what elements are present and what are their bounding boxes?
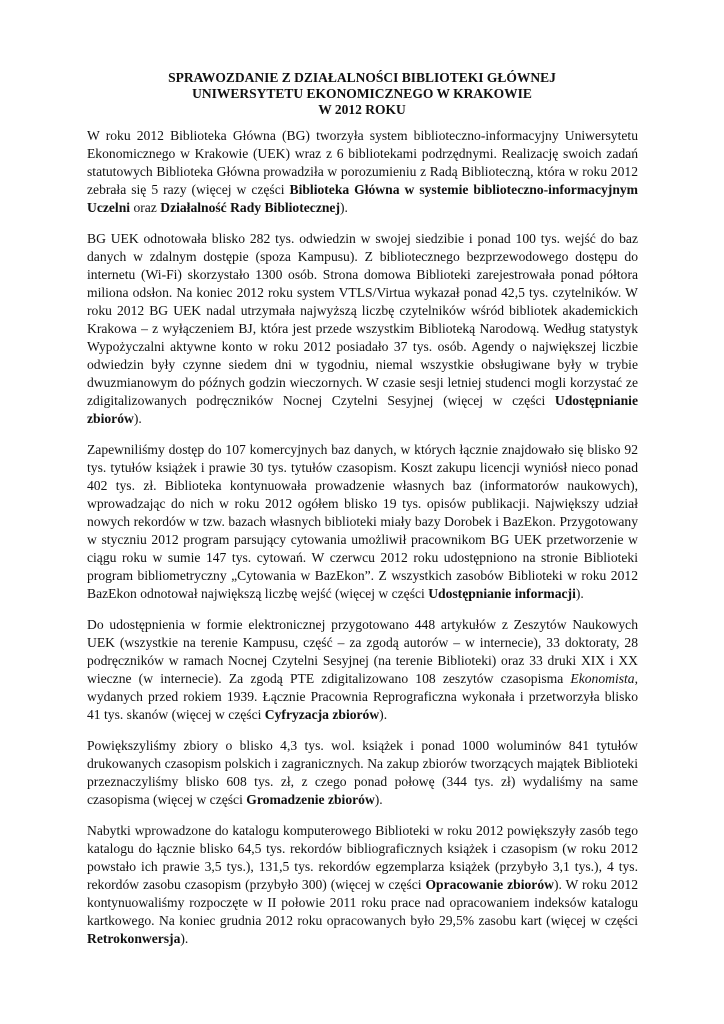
paragraph-system: W roku 2012 Biblioteka Główna (BG) tworzyła system biblioteczno-informacyjny Uniwersytetu Ekonomicznego w Krakowie (UEK) wraz z 6 bibliotekami podrzędnymi. Realizację swoich zadań statutowych Biblioteka Główna prowadziła w porozumieniu z Radą Biblioteczną, która w roku 2012 zebrała się 5 razy (więcej w części Biblioteka Główna w systemie biblioteczno-informacyjnym Uczelni oraz Działalność Rady Bibliotecznej).	[87, 128, 638, 215]
paragraph-visits: BG UEK odnotowała blisko 282 tys. odwiedzin w swojej siedzibie i ponad 100 tys. wejść do baz danych w zdalnym dostępie (spoza Kampusu). Z bibliotecznego bezprzewodowego dostępu do internetu (Wi-Fi) skorzystało 1300 osób. Strona domowa Biblioteki zarejestrowała ponad półtora miliona odsłon. Na koniec 2012 roku system VTLS/Virtua wykazał ponad 42,5 tys. czytelników. W roku 2012 BG UEK nadal utrzymała najwyższą liczbę czytelników wśród bibliotek akademickich Krakowa – z wyłączeniem BJ, która jest przede wszystkim Biblioteką Narodową. Według statystyk Wypożyczalni aktywne konto w roku 2012 posiadało 37 tys. osób. Agendy o największej liczbie odwiedzin były czynne siedem dni w tygodniu, niemal wszystkie obsługiwane były w trybie dwuzmianowym do późnych godzin wieczornych. W czasie sesji letniej studenci mogli korzystać ze zdigitalizowanych podręczników Nocnej Czytelni Sesyjnej (więcej w części Udostępnianie zbiorów).	[87, 231, 638, 426]
report-body	[87, 127, 638, 961]
section-ref-acquisitions: Gromadzenie zbiorów	[246, 792, 375, 807]
paragraph-cataloguing: Nabytki wprowadzone do katalogu komputerowego Biblioteki w roku 2012 powiększyły zasób tego katalogu do łącznie blisko 64,5 tys. rekordów bibliograficznych książek i czasopism (w roku 2012 powstało ich prawie 3,5 tys.), 131,5 tys. rekordów egzemplarza książek (przybyło 3,1 tys.), 4 tys. rekordów zasobu czasopism (przybyło 300) (więcej w części Opracowanie zbiorów). W roku 2012 kontynuowaliśmy rozpoczęte w II połowie 2011 roku prace nad opracowaniem indeksów katalogu kartkowego. Na koniec grudnia 2012 roku opracowanych było 29,5% zasobu kart (więcej w części Retrokonwersja).	[87, 823, 638, 946]
title-line-2: UNIWERSYTETU EKONOMICZNEGO W KRAKOWIE	[192, 86, 532, 101]
report-title	[0, 70, 724, 118]
paragraph-digitization: Do udostępnienia w formie elektronicznej przygotowano 448 artykułów z Zeszytów Naukowych UEK (wszystkie na terenie Kampusu, część – za zgodą autorów – w internecie), 33 doktoraty, 28 podręczników w ramach Nocnej Czytelni Sesyjnej (na terenie Biblioteki) oraz 33 druki XIX i XX wieczne (w internecie). Za zgodą PTE zdigitalizowano 108 zeszytów czasopisma Ekonomista, wydanych przed rokiem 1939. Łącznie Pracownia Reprograficzna wykonała i przetworzyła blisko 41 tys. skanów (więcej w części Cyfryzacja zbiorów).	[87, 617, 638, 722]
section-ref-cataloguing: Opracowanie zbiorów	[425, 877, 554, 892]
section-ref-lending: Udostępnianie zbiorów	[87, 393, 638, 426]
title-line-1: SPRAWOZDANIE Z DZIAŁALNOŚCI BIBLIOTEKI GŁÓWNEJ	[168, 70, 556, 85]
section-ref-council: Działalność Rady Bibliotecznej	[160, 200, 340, 215]
paragraph-databases: Zapewniliśmy dostęp do 107 komercyjnych baz danych, w których łącznie znajdowało się blisko 92 tys. tytułów książek i prawie 30 tys. tytułów czasopism. Koszt zakupu licencji wyniósł nieco ponad 402 tys. zł. Biblioteka kontynuowała prowadzenie własnych baz (informatorów naukowych), wprowadzając do nich w roku 2012 ogółem blisko 19 tys. opisów publikacji. Największy udział nowych rekordów w tzw. bazach własnych biblioteki miały bazy Dorobek i BazEkon. Przygotowany w styczniu 2012 program parsujący cytowania umożliwił pracownikom BG UEK przetworzenie w ciągu roku w sumie 147 tys. cytowań. W czerwcu 2012 roku udostępniono na stronie Biblioteki program bibliometryczny „Cytowania w BazEkon”. Z wszystkich zasobów Biblioteki w roku 2012 BazEkon odnotował największą liczbę wejść (więcej w części Udostępnianie informacji).	[87, 442, 638, 601]
section-ref-digitization: Cyfryzacja zbiorów	[264, 707, 380, 722]
title-line-3: W 2012 ROKU	[318, 102, 406, 117]
section-ref-system: Biblioteka Główna w systemie biblioteczno-informacyjnym Uczelni	[87, 182, 638, 215]
journal-title: Ekonomista	[570, 671, 635, 686]
section-ref-information: Udostępnianie informacji	[428, 586, 576, 601]
paragraph-acquisitions: Powiększyliśmy zbiory o blisko 4,3 tys. wol. książek i ponad 1000 woluminów 841 tytułów drukowanych czasopism polskich i zagranicznych. Na zakup zbiorów tworzących majątek Biblioteki przeznaczyliśmy blisko 608 tys. zł, z czego ponad połowę (344 tys. zł) wydaliśmy na same czasopisma (więcej w części Gromadzenie zbiorów).	[87, 738, 638, 807]
section-ref-retroconversion: Retrokonwersja	[87, 931, 181, 946]
